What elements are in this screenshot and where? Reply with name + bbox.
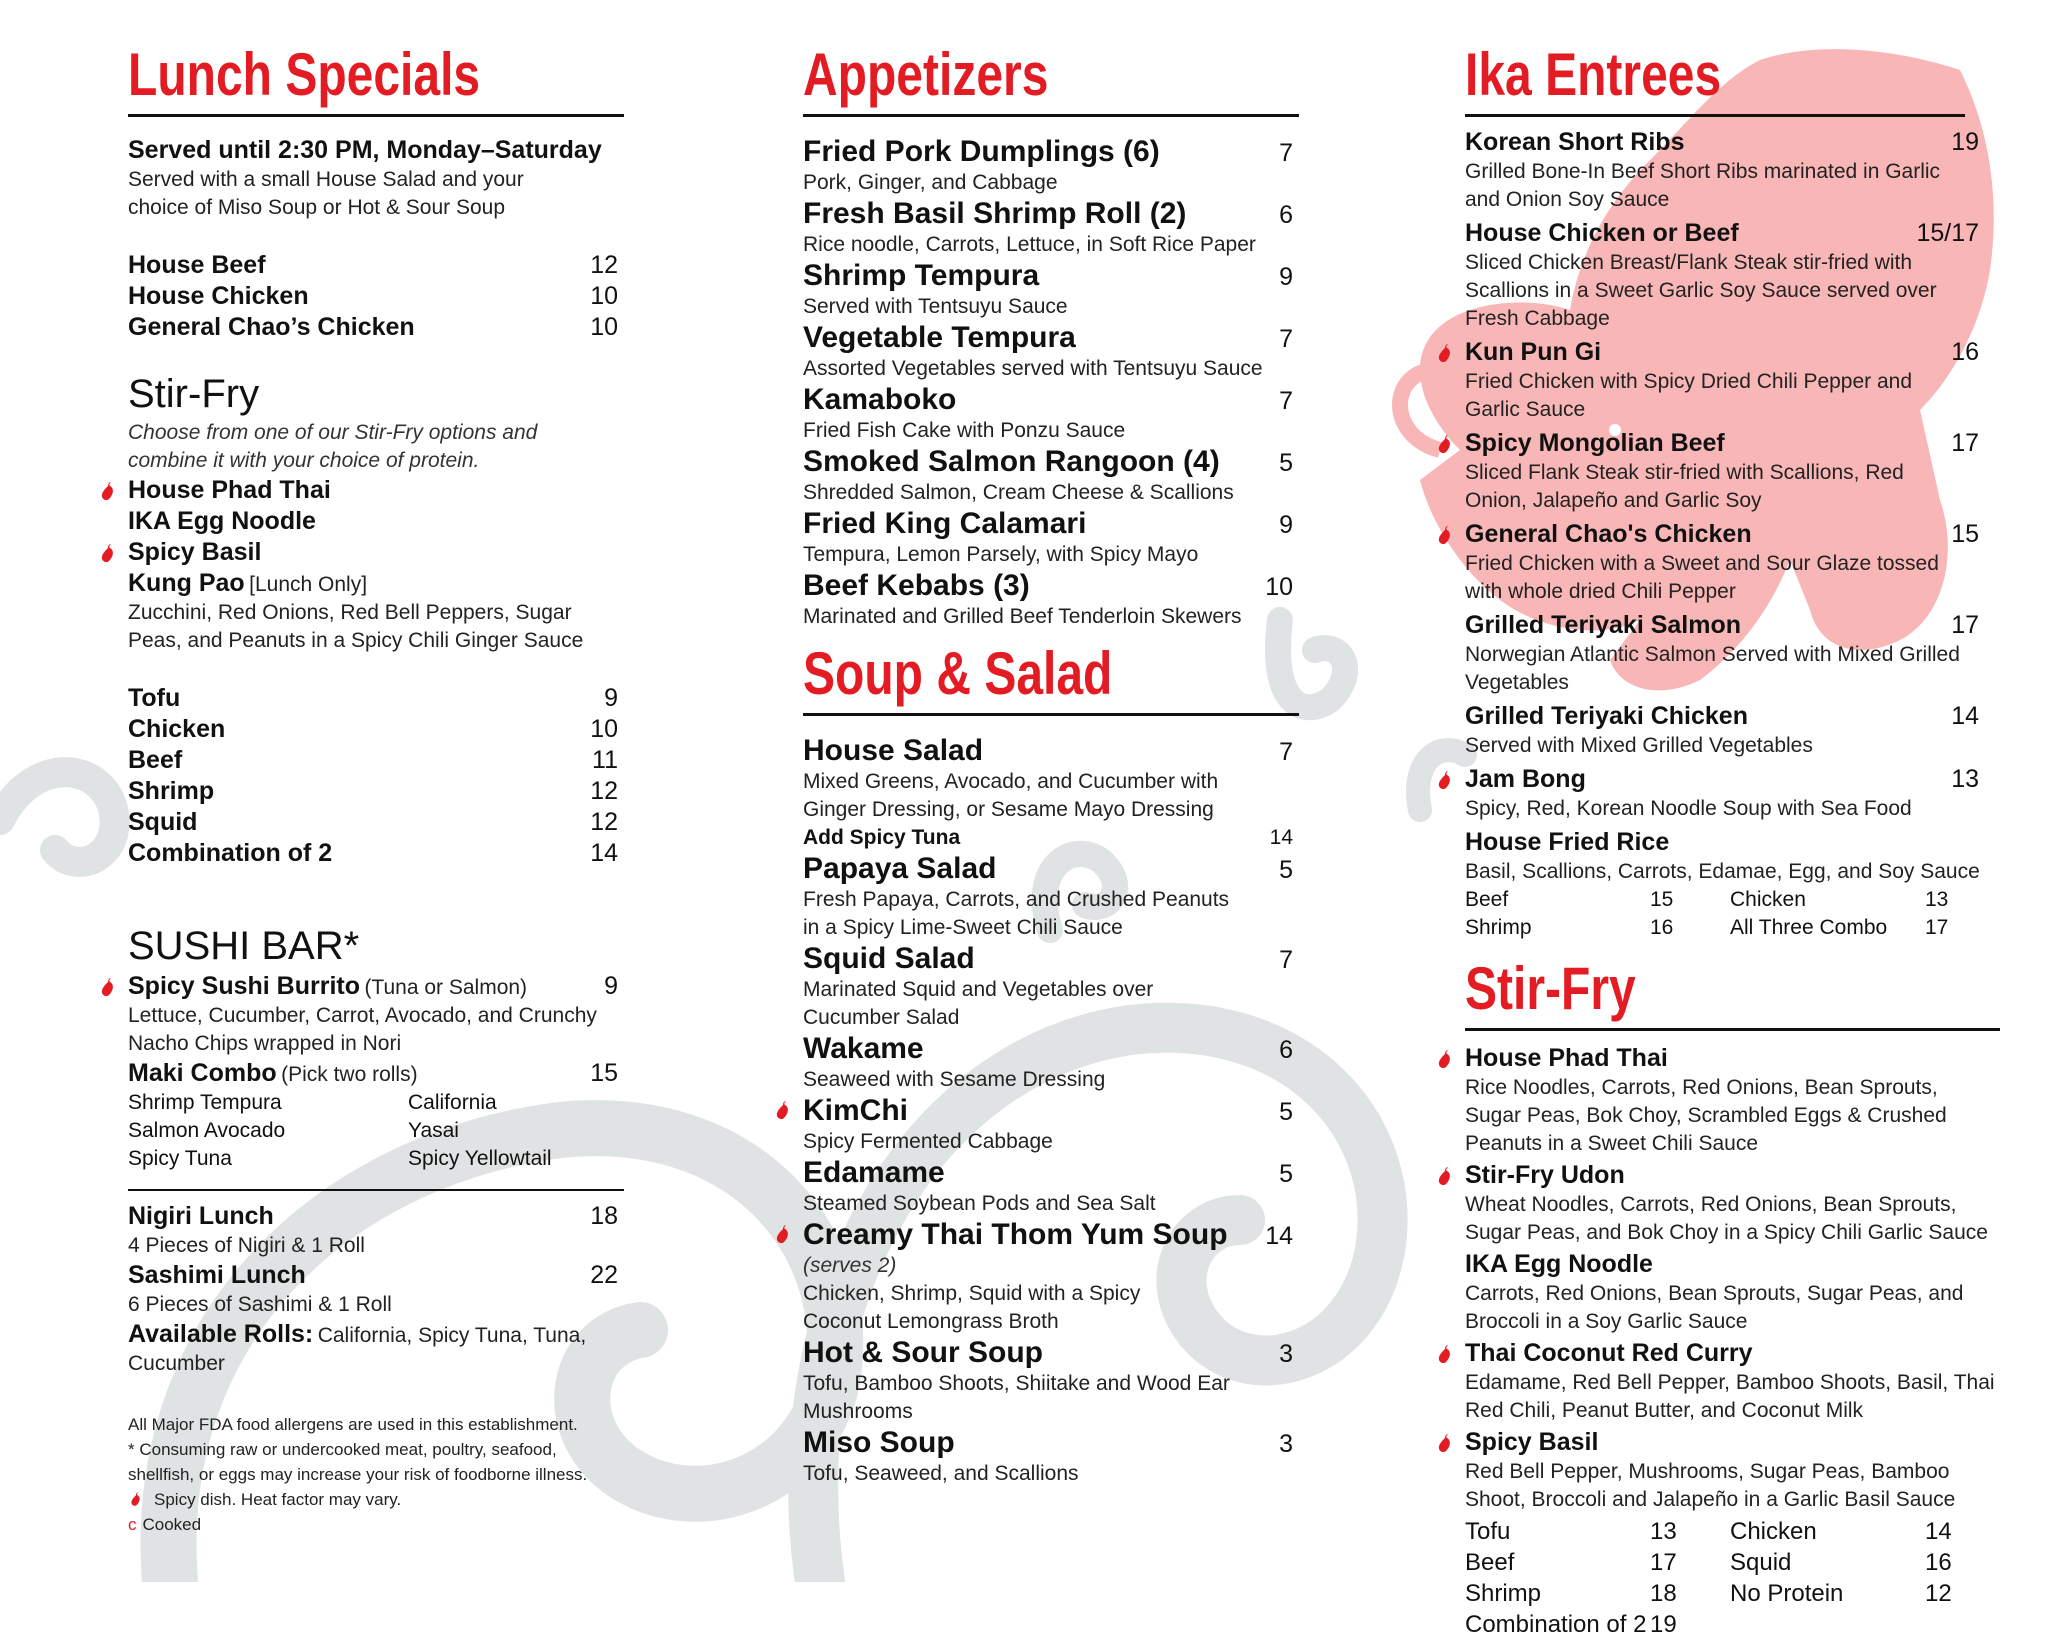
stir-fry-option bbox=[128, 537, 624, 568]
roll-option: Spicy Tuna bbox=[128, 1147, 232, 1170]
item-price: 10 bbox=[1265, 573, 1293, 601]
item-name: General Chao’s Chicken bbox=[128, 313, 415, 341]
menu-item-header bbox=[1465, 1043, 2000, 1074]
pepper-icon bbox=[1437, 525, 1453, 545]
available-rolls-text: California, Spicy Tuna, Tuna, Cucumber bbox=[128, 1324, 587, 1375]
item-desc: Sliced Flank Steak stir-fried with Scallions, Red Onion, Jalapeño and Garlic Soy bbox=[1465, 461, 1904, 512]
protein-name: Chicken bbox=[1730, 1518, 1817, 1545]
fried-rice-price-grid bbox=[1465, 886, 2000, 942]
item-price: 12 bbox=[590, 251, 618, 279]
item-name: Edamame bbox=[803, 1156, 945, 1189]
item-desc: Sliced Chicken Breast/Flank Steak stir-fried with Scallions in a Sweet Garlic Soy Sauce served over Fresh Cabbage bbox=[1465, 251, 1937, 330]
allergen-note: All Major FDA food allergens are used in this establishment. bbox=[128, 1415, 578, 1434]
menu-item-header bbox=[803, 197, 1299, 231]
menu-item bbox=[803, 507, 1299, 569]
menu-item bbox=[128, 312, 624, 343]
item-name: House Beef bbox=[128, 251, 266, 279]
item-desc: Lettuce, Cucumber, Carrot, Avocado, and Crunchy Nacho Chips wrapped in Nori bbox=[128, 1004, 597, 1055]
menu-item bbox=[1465, 1338, 2000, 1425]
protein-row bbox=[128, 745, 624, 776]
menu-item bbox=[1465, 1160, 2000, 1247]
pepper-icon bbox=[1437, 434, 1453, 454]
protein-price: 9 bbox=[604, 684, 618, 712]
menu-item bbox=[803, 1094, 1299, 1156]
item-price: 17 bbox=[1951, 429, 1979, 457]
item-price: 7 bbox=[1279, 325, 1293, 353]
option-name: Kung Pao bbox=[128, 569, 245, 597]
menu-item bbox=[128, 1058, 624, 1089]
item-desc: Tofu, Bamboo Shoots, Shiitake and Wood Ear Mushrooms bbox=[803, 1372, 1230, 1423]
item-price: 6 bbox=[1279, 1036, 1293, 1064]
menu-item bbox=[1465, 1427, 2000, 1514]
option-name: House Phad Thai bbox=[128, 476, 331, 504]
item-desc: Marinated Squid and Vegetables over Cucumber Salad bbox=[803, 978, 1154, 1029]
item-desc: 6 Pieces of Sashimi & 1 Roll bbox=[128, 1293, 392, 1316]
pepper-icon bbox=[130, 1491, 142, 1507]
menu-item-header bbox=[803, 852, 1299, 886]
item-desc: Shredded Salmon, Cream Cheese & Scallions bbox=[803, 481, 1234, 504]
protein-price: 10 bbox=[590, 715, 618, 743]
menu-item-header bbox=[803, 1094, 1299, 1128]
lunch-specials-title: Lunch Specials bbox=[128, 41, 481, 108]
menu-item-header bbox=[1465, 764, 1985, 795]
menu-item-header bbox=[803, 1426, 1299, 1460]
item-name: Stir-Fry Udon bbox=[1465, 1161, 1625, 1189]
available-rolls-label: Available Rolls: bbox=[128, 1320, 314, 1348]
item-price: 15 bbox=[1951, 520, 1979, 548]
menu-item-header bbox=[1465, 701, 1985, 732]
menu-item-header bbox=[803, 942, 1299, 976]
item-price: 17 bbox=[1951, 611, 1979, 639]
stir-fry-option bbox=[128, 475, 624, 506]
item-name: Spicy Sushi Burrito bbox=[128, 972, 360, 1000]
item-price: 15/17 bbox=[1916, 219, 1979, 247]
protein-price: 15 bbox=[1650, 888, 1674, 911]
menu-item bbox=[803, 1218, 1299, 1280]
pepper-icon bbox=[1437, 1344, 1453, 1364]
protein-price bbox=[1925, 1609, 1985, 1640]
menu-item bbox=[1465, 1249, 2000, 1336]
protein-name: Tofu bbox=[1465, 1518, 1511, 1545]
menu-item bbox=[803, 1336, 1299, 1426]
item-name: Grilled Teriyaki Chicken bbox=[1465, 702, 1748, 730]
protein-price: 16 bbox=[1925, 1549, 1952, 1576]
option-sub: [Lunch Only] bbox=[249, 573, 368, 596]
item-desc: Mixed Greens, Avocado, and Cucumber with Ginger Dressing, or Sesame Mayo Dressing bbox=[803, 770, 1219, 821]
item-desc: Edamame, Red Bell Pepper, Bamboo Shoots, Basil, Thai Red Chili, Peanut Butter, and Coconut Milk bbox=[1465, 1371, 1995, 1422]
footer-notes bbox=[128, 1412, 608, 1537]
protein-list bbox=[128, 683, 624, 869]
menu-item bbox=[1465, 337, 1985, 424]
menu-item bbox=[128, 1201, 624, 1232]
item-name: Spicy Mongolian Beef bbox=[1465, 429, 1725, 457]
item-name: Maki Combo bbox=[128, 1059, 277, 1087]
item-name: Korean Short Ribs bbox=[1465, 128, 1685, 156]
house-fried-rice-desc: Basil, Scallions, Carrots, Edamae, Egg, and Soy Sauce bbox=[1465, 860, 1980, 883]
item-sub: (Tuna or Salmon) bbox=[364, 976, 528, 999]
menu-item bbox=[803, 383, 1299, 445]
menu-item-header bbox=[803, 569, 1299, 603]
item-desc: 4 Pieces of Nigiri & 1 Roll bbox=[128, 1234, 365, 1257]
menu-item-header bbox=[1465, 519, 1985, 550]
protein-price: 14 bbox=[590, 839, 618, 867]
roll-option: Yasai bbox=[408, 1119, 459, 1142]
item-name: Squid Salad bbox=[803, 942, 975, 975]
soup-salad-list bbox=[803, 852, 1299, 1218]
protein-row bbox=[128, 838, 624, 869]
item-desc: Pork, Ginger, and Cabbage bbox=[803, 171, 1058, 194]
item-desc: Served with Mixed Grilled Vegetables bbox=[1465, 734, 1813, 757]
protein-name: Tofu bbox=[128, 684, 181, 712]
menu-item-header bbox=[803, 445, 1299, 479]
protein-price: 14 bbox=[1925, 1518, 1952, 1545]
menu-item bbox=[1465, 519, 1985, 606]
item-desc: Assorted Vegetables served with Tentsuyu Sauce bbox=[803, 357, 1263, 380]
item-price: 15 bbox=[590, 1059, 618, 1087]
item-price: 7 bbox=[1279, 139, 1293, 167]
stir-fry-note: Choose from one of our Stir-Fry options and combine it with your choice of protein. bbox=[128, 421, 538, 472]
protein-name: Shrimp bbox=[1465, 916, 1532, 939]
appetizers-list bbox=[803, 135, 1299, 631]
stir-fry-option bbox=[128, 568, 624, 599]
item-price: 14 bbox=[1265, 1222, 1293, 1250]
item-desc: Marinated and Grilled Beef Tenderloin Skewers bbox=[803, 605, 1242, 628]
item-desc: Spicy, Red, Korean Noodle Soup with Sea Food bbox=[1465, 797, 1912, 820]
item-price: 13 bbox=[1951, 765, 1979, 793]
item-name: Miso Soup bbox=[803, 1426, 955, 1459]
protein-price: 13 bbox=[1925, 888, 1949, 911]
soup-list-2 bbox=[803, 1336, 1299, 1488]
item-desc: Steamed Soybean Pods and Sea Salt bbox=[803, 1192, 1156, 1215]
sushi-bar-title: SUSHI BAR* bbox=[128, 924, 360, 968]
option-name: IKA Egg Noodle bbox=[128, 507, 316, 535]
item-name: Nigiri Lunch bbox=[128, 1202, 274, 1230]
item-desc: Rice noodle, Carrots, Lettuce, in Soft Rice Paper bbox=[803, 233, 1256, 256]
protein-price: 12 bbox=[1925, 1580, 1952, 1607]
item-desc: Red Bell Pepper, Mushrooms, Sugar Peas, Bamboo Shoot, Broccoli and Jalapeño in a Garlic Basil Sauce bbox=[1465, 1460, 1956, 1511]
ika-entrees-title: Ika Entrees bbox=[1465, 41, 1722, 108]
menu-item-header bbox=[803, 507, 1299, 541]
spicy-legend bbox=[128, 1487, 608, 1512]
item-desc: Carrots, Red Onions, Bean Sprouts, Sugar Peas, and Broccoli in a Soy Garlic Sauce bbox=[1465, 1282, 1964, 1333]
item-price: 10 bbox=[590, 282, 618, 310]
item-price: 10 bbox=[590, 313, 618, 341]
protein-price: 12 bbox=[590, 777, 618, 805]
column-appetizers bbox=[803, 38, 1299, 1488]
raw-food-warning: * Consuming raw or undercooked meat, poultry, seafood, shellfish, or eggs may increase your risk of foodborne illness. bbox=[128, 1440, 588, 1484]
protein-name: Shrimp bbox=[128, 777, 215, 805]
item-name: Thai Coconut Red Curry bbox=[1465, 1339, 1753, 1367]
item-name: Kamaboko bbox=[803, 383, 957, 416]
item-desc: Fresh Papaya, Carrots, and Crushed Peanuts in a Spicy Lime-Sweet Chili Sauce bbox=[803, 888, 1230, 939]
menu-item bbox=[803, 1426, 1299, 1488]
item-desc: Fried Chicken with a Sweet and Sour Glaze tossed with whole dried Chili Pepper bbox=[1465, 552, 1939, 603]
item-price: 5 bbox=[1279, 1160, 1293, 1188]
title-rule bbox=[128, 114, 624, 117]
protein-row bbox=[128, 776, 624, 807]
pepper-icon bbox=[775, 1224, 791, 1244]
swirl-left bbox=[0, 772, 115, 862]
protein-name: Chicken bbox=[1730, 888, 1806, 911]
lunch-served-desc: Served with a small House Salad and your choice of Miso Soup or Hot & Sour Soup bbox=[128, 168, 524, 219]
pepper-icon bbox=[1437, 770, 1453, 790]
item-price: 16 bbox=[1951, 338, 1979, 366]
item-name: Kun Pun Gi bbox=[1465, 338, 1602, 366]
option-name: Spicy Basil bbox=[128, 538, 262, 566]
stir-fry-lunch-title: Stir-Fry bbox=[128, 372, 260, 416]
item-price: 3 bbox=[1279, 1340, 1293, 1368]
kung-pao-desc: Zucchini, Red Onions, Red Bell Peppers, Sugar Peas, and Peanuts in a Spicy Chili Ginger Sauce bbox=[128, 601, 584, 652]
menu-item bbox=[128, 250, 624, 281]
item-name: Spicy Basil bbox=[1465, 1428, 1599, 1456]
protein-row bbox=[128, 807, 624, 838]
item-desc: Wheat Noodles, Carrots, Red Onions, Bean Sprouts, Sugar Peas, and Bok Choy in a Spicy Chili Garlic Sauce bbox=[1465, 1193, 1988, 1244]
roll-option: California bbox=[408, 1091, 497, 1114]
protein-name: Chicken bbox=[128, 715, 226, 743]
pepper-icon bbox=[775, 1100, 791, 1120]
stir-fry-title: Stir-Fry bbox=[1465, 955, 1636, 1022]
menu-item-header bbox=[1465, 1249, 2000, 1280]
item-price: 5 bbox=[1279, 856, 1293, 884]
menu-item-header bbox=[803, 383, 1299, 417]
item-name: General Chao's Chicken bbox=[1465, 520, 1752, 548]
protein-name: Beef bbox=[1465, 1549, 1515, 1576]
stir-fry-price-grid bbox=[1465, 1516, 2000, 1640]
menu-item bbox=[1465, 764, 1985, 823]
item-price: 22 bbox=[590, 1261, 618, 1289]
pepper-icon bbox=[100, 481, 116, 501]
protein-price: 17 bbox=[1925, 916, 1949, 939]
protein-name: Squid bbox=[1730, 1549, 1792, 1576]
item-name: Grilled Teriyaki Salmon bbox=[1465, 611, 1742, 639]
menu-item-header bbox=[1465, 337, 1985, 368]
pepper-icon bbox=[1437, 1433, 1453, 1453]
menu-item-header bbox=[1465, 1338, 2000, 1369]
pepper-icon bbox=[100, 543, 116, 563]
item-price: 5 bbox=[1279, 1098, 1293, 1126]
item-price: 14 bbox=[1951, 702, 1979, 730]
pepper-icon bbox=[1437, 1166, 1453, 1186]
menu-item bbox=[128, 281, 624, 312]
available-rolls bbox=[128, 1319, 624, 1378]
item-price: 7 bbox=[1279, 738, 1293, 766]
protein-name bbox=[1730, 1609, 1925, 1640]
menu-item bbox=[803, 259, 1299, 321]
column-entrees bbox=[1465, 38, 2000, 1640]
item-desc: Chicken, Shrimp, Squid with a Spicy Coconut Lemongrass Broth bbox=[803, 1282, 1141, 1333]
pepper-icon bbox=[1437, 343, 1453, 363]
item-desc: Tofu, Seaweed, and Scallions bbox=[803, 1462, 1079, 1485]
protein-price: 13 bbox=[1650, 1518, 1677, 1545]
item-price: 6 bbox=[1279, 201, 1293, 229]
item-name: Smoked Salmon Rangoon (4) bbox=[803, 445, 1220, 478]
item-price: 9 bbox=[1279, 263, 1293, 291]
menu-item-header bbox=[1465, 1427, 2000, 1458]
item-name: Vegetable Tempura bbox=[803, 321, 1076, 354]
item-desc: Fried Fish Cake with Ponzu Sauce bbox=[803, 419, 1126, 442]
appetizers-title: Appetizers bbox=[803, 41, 1049, 108]
menu-item bbox=[803, 942, 1299, 1032]
protein-name: Beef bbox=[1465, 888, 1509, 911]
item-name: Creamy Thai Thom Yum Soup bbox=[803, 1218, 1228, 1251]
protein-price: 17 bbox=[1650, 1549, 1677, 1576]
cooked-mark: c bbox=[128, 1515, 137, 1534]
roll-option: Salmon Avocado bbox=[128, 1119, 286, 1142]
pepper-icon bbox=[100, 977, 116, 997]
item-name: IKA Egg Noodle bbox=[1465, 1250, 1653, 1278]
protein-name: Shrimp bbox=[1465, 1580, 1542, 1607]
menu-item bbox=[1465, 127, 1985, 214]
roll-option: Spicy Yellowtail bbox=[408, 1147, 552, 1170]
protein-price: 16 bbox=[1650, 916, 1674, 939]
item-desc: Grilled Bone-In Beef Short Ribs marinated in Garlic and Onion Soy Sauce bbox=[1465, 160, 1941, 211]
item-name: Fried King Calamari bbox=[803, 507, 1087, 540]
add-on-row bbox=[803, 824, 1299, 852]
item-price: 3 bbox=[1279, 1430, 1293, 1458]
maki-rolls-grid bbox=[128, 1089, 624, 1173]
item-desc: Tempura, Lemon Parsely, with Spicy Mayo bbox=[803, 543, 1199, 566]
menu-item-header bbox=[803, 1156, 1299, 1190]
menu-item-header bbox=[1465, 1160, 2000, 1191]
item-desc: Spicy Fermented Cabbage bbox=[803, 1130, 1053, 1153]
item-price: 9 bbox=[1279, 511, 1293, 539]
menu-item bbox=[1465, 610, 1985, 697]
menu-item bbox=[803, 321, 1299, 383]
pepper-icon bbox=[1437, 1049, 1453, 1069]
title-rule bbox=[1465, 114, 1965, 117]
item-price: 18 bbox=[590, 1202, 618, 1230]
menu-item bbox=[803, 445, 1299, 507]
item-name: Hot & Sour Soup bbox=[803, 1336, 1043, 1369]
divider bbox=[128, 1189, 624, 1191]
stir-fry-option bbox=[128, 506, 624, 537]
item-name: KimChi bbox=[803, 1094, 908, 1127]
lunch-items-list bbox=[128, 250, 624, 343]
item-name: Sashimi Lunch bbox=[128, 1261, 306, 1289]
menu-item-header bbox=[1465, 428, 1985, 459]
protein-name: Squid bbox=[128, 808, 198, 836]
lunch-served-hours: Served until 2:30 PM, Monday–Saturday bbox=[128, 136, 602, 164]
column-lunch bbox=[128, 38, 624, 1537]
item-price: 7 bbox=[1279, 946, 1293, 974]
item-name: Wakame bbox=[803, 1032, 924, 1065]
spicy-legend-text: Spicy dish. Heat factor may vary. bbox=[154, 1490, 402, 1509]
menu-item bbox=[803, 734, 1299, 768]
protein-name: Combination of 2 bbox=[1465, 1611, 1647, 1638]
menu-item bbox=[803, 1032, 1299, 1094]
protein-name: Combination of 2 bbox=[128, 839, 333, 867]
menu-item bbox=[803, 1156, 1299, 1218]
add-on-name: Add Spicy Tuna bbox=[803, 826, 961, 849]
protein-price: 18 bbox=[1650, 1580, 1677, 1607]
menu-item-header bbox=[803, 1032, 1299, 1066]
menu-item bbox=[128, 971, 624, 1002]
item-name: House Chicken or Beef bbox=[1465, 219, 1739, 247]
menu-item-header bbox=[803, 135, 1299, 169]
protein-name: No Protein bbox=[1730, 1580, 1844, 1607]
protein-name: All Three Combo bbox=[1730, 916, 1888, 939]
menu-item bbox=[803, 852, 1299, 942]
item-price: 9 bbox=[604, 972, 618, 1000]
item-name: Beef Kebabs (3) bbox=[803, 569, 1030, 602]
menu-item-header bbox=[803, 321, 1299, 355]
house-fried-rice-name: House Fried Rice bbox=[1465, 828, 1670, 856]
entrees-list bbox=[1465, 127, 1985, 823]
item-name: House Salad bbox=[803, 734, 984, 767]
item-name: House Phad Thai bbox=[1465, 1044, 1668, 1072]
item-desc: Fried Chicken with Spicy Dried Chili Pepper and Garlic Sauce bbox=[1465, 370, 1913, 421]
item-name: Fresh Basil Shrimp Roll (2) bbox=[803, 197, 1187, 230]
roll-option: Shrimp Tempura bbox=[128, 1091, 282, 1114]
item-sub: (serves 2) bbox=[803, 1254, 897, 1277]
cooked-legend bbox=[128, 1512, 608, 1537]
item-name: Shrimp Tempura bbox=[803, 259, 1040, 292]
menu-item bbox=[128, 1260, 624, 1291]
menu-item bbox=[1465, 218, 1985, 333]
add-on-price: 14 bbox=[1269, 826, 1293, 849]
item-desc: Norwegian Atlantic Salmon Served with Mixed Grilled Vegetables bbox=[1465, 643, 1960, 694]
protein-row bbox=[128, 683, 624, 714]
menu-item-header bbox=[1465, 127, 1985, 158]
item-desc: Seaweed with Sesame Dressing bbox=[803, 1068, 1106, 1091]
menu-item bbox=[1465, 701, 1985, 760]
menu-item bbox=[803, 569, 1299, 631]
menu-item bbox=[1465, 1043, 2000, 1158]
item-name: Fried Pork Dumplings (6) bbox=[803, 135, 1160, 168]
item-desc: Served with Tentsuyu Sauce bbox=[803, 295, 1068, 318]
menu-item-header bbox=[803, 1336, 1299, 1370]
protein-price: 19 bbox=[1650, 1611, 1677, 1638]
item-price: 5 bbox=[1279, 449, 1293, 477]
item-name: House Chicken bbox=[128, 282, 309, 310]
title-rule bbox=[803, 713, 1299, 716]
item-name: Jam Bong bbox=[1465, 765, 1586, 793]
item-desc: Rice Noodles, Carrots, Red Onions, Bean Sprouts, Sugar Peas, Bok Choy, Scrambled Eggs & Crushed Peanuts in a Sweet Chili Sauce bbox=[1465, 1076, 1947, 1155]
title-rule bbox=[1465, 1028, 2000, 1031]
item-name: Papaya Salad bbox=[803, 852, 997, 885]
menu-item bbox=[803, 135, 1299, 197]
item-price: 19 bbox=[1951, 128, 1979, 156]
menu-item bbox=[803, 197, 1299, 259]
cooked-legend-text: Cooked bbox=[142, 1515, 202, 1534]
menu-item-header bbox=[1465, 218, 1985, 249]
protein-row bbox=[128, 714, 624, 745]
protein-name: Beef bbox=[128, 746, 183, 774]
item-price: 7 bbox=[1279, 387, 1293, 415]
soup-salad-title: Soup & Salad bbox=[803, 640, 1113, 707]
menu-item-header bbox=[803, 259, 1299, 293]
protein-price: 11 bbox=[592, 746, 618, 774]
item-sub: (Pick two rolls) bbox=[281, 1063, 418, 1086]
menu-item-header bbox=[1465, 610, 1985, 641]
protein-price: 12 bbox=[590, 808, 618, 836]
menu-item bbox=[1465, 428, 1985, 515]
stir-fry-list bbox=[1465, 1043, 2000, 1514]
title-rule bbox=[803, 114, 1299, 117]
